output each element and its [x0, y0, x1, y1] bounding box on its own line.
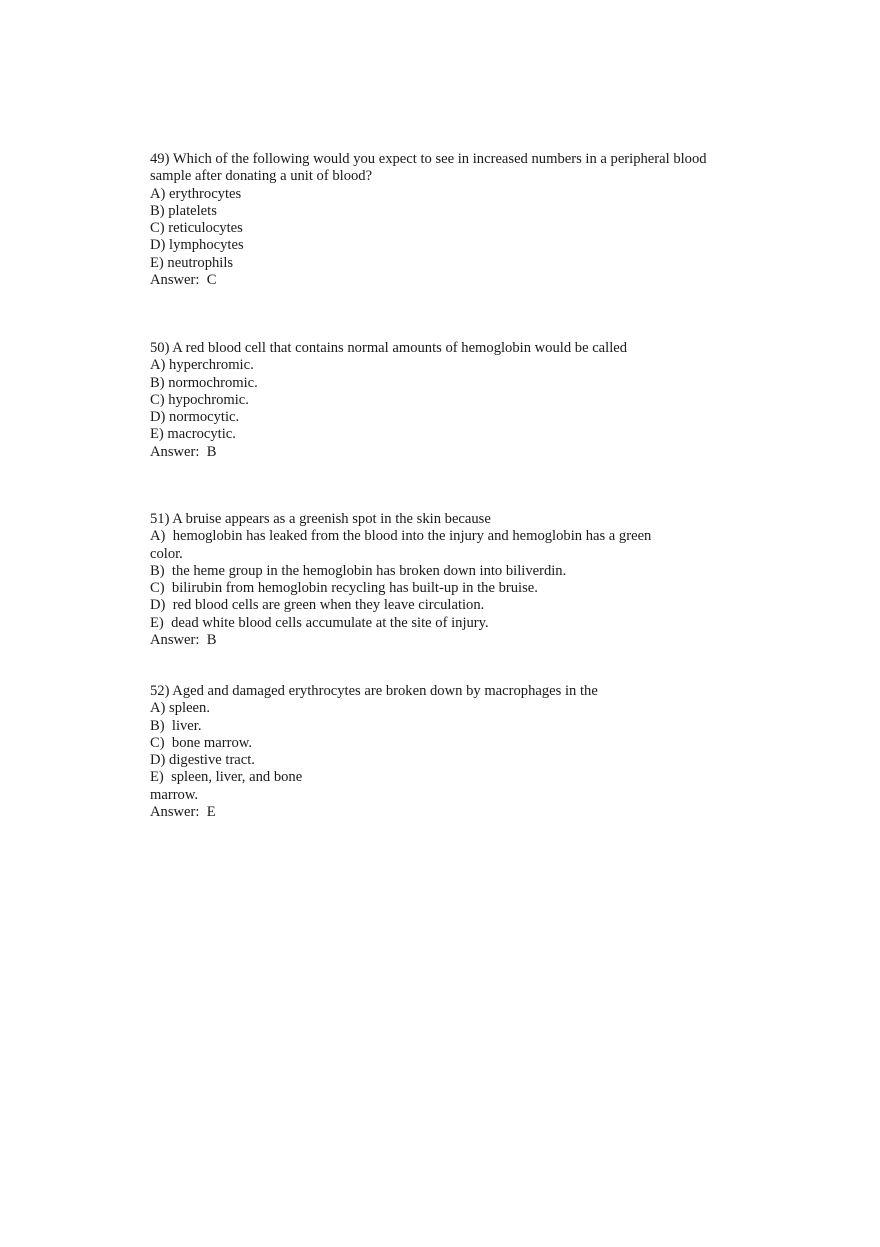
- answer-key: Answer: B: [150, 632, 217, 649]
- question-stem-line: sample after donating a unit of blood?: [150, 168, 373, 185]
- answer-option: E) spleen, liver, and bone: [150, 769, 303, 786]
- answer-option: B) platelets: [150, 202, 217, 219]
- answer-option: C) hypochromic.: [150, 391, 249, 408]
- question-stem-line: 51) A bruise appears as a greenish spot in the skin because: [150, 511, 491, 527]
- answer-option: D) normocytic.: [150, 409, 240, 426]
- question-50: [150, 340, 750, 461]
- answer-key: Answer: C: [150, 272, 217, 289]
- answer-option: D) digestive tract.: [150, 752, 255, 769]
- answer-option: A) hemoglobin has leaked from the blood into the injury and hemoglobin has a green: [150, 528, 652, 545]
- answer-option: marrow.: [150, 786, 199, 803]
- answer-option: B) normochromic.: [150, 374, 258, 391]
- answer-option: A) spleen.: [150, 700, 210, 717]
- answer-option: D) red blood cells are green when they leave circulation.: [150, 597, 485, 614]
- answer-option: A) hyperchromic.: [150, 357, 254, 374]
- question-51: [150, 511, 750, 649]
- answer-option: color.: [150, 545, 183, 562]
- answer-option: E) neutrophils: [150, 254, 234, 271]
- answer-option: C) bone marrow.: [150, 734, 252, 751]
- answer-option: D) lymphocytes: [150, 237, 244, 254]
- answer-option: E) dead white blood cells accumulate at the site of injury.: [150, 614, 489, 631]
- question-stem-line: 52) Aged and damaged erythrocytes are broken down by macrophages in the: [150, 683, 598, 699]
- answer-option: C) bilirubin from hemoglobin recycling has built-up in the bruise.: [150, 580, 538, 597]
- question-52: [150, 683, 750, 821]
- answer-key: Answer: E: [150, 804, 216, 821]
- answer-option: E) macrocytic.: [150, 426, 236, 443]
- answer-option: B) liver.: [150, 717, 202, 734]
- answer-option: B) the heme group in the hemoglobin has broken down into biliverdin.: [150, 562, 567, 579]
- answer-option: C) reticulocytes: [150, 220, 243, 237]
- answer-option: A) erythrocytes: [150, 185, 242, 202]
- question-stem-line: 50) A red blood cell that contains normal amounts of hemoglobin would be called: [150, 340, 628, 356]
- question-stem-line: 49) Which of the following would you expect to see in increased numbers in a peripheral blood: [150, 151, 707, 167]
- question-49: [150, 151, 750, 289]
- answer-key: Answer: B: [150, 443, 217, 460]
